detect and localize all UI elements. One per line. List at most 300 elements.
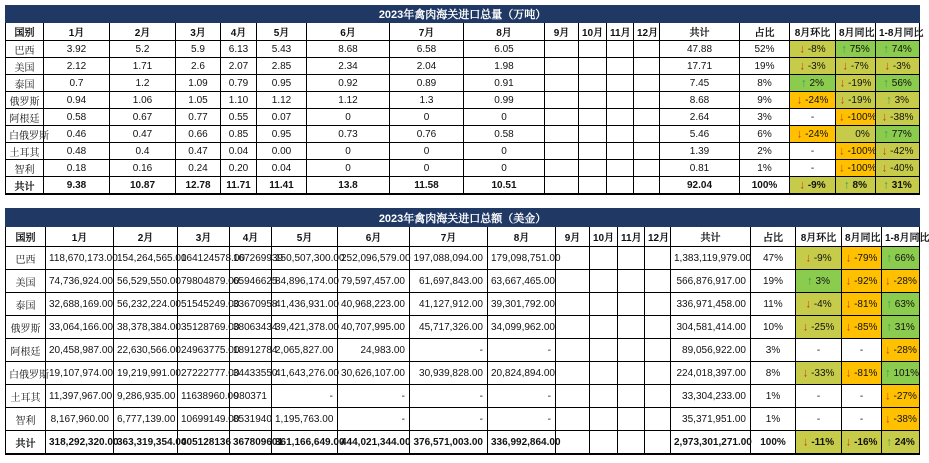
month-value-cell[interactable]: 0.07 [257, 109, 307, 126]
country-cell[interactable]: 美国 [6, 58, 44, 75]
month-value-cell[interactable]: - [338, 408, 410, 431]
month-value-cell[interactable] [579, 160, 607, 177]
month-value-cell[interactable]: 0.48 [44, 143, 110, 160]
month-value-cell[interactable]: 1.98 [464, 58, 545, 75]
month-value-cell[interactable]: 1.09 [176, 75, 221, 92]
month-value-cell[interactable] [545, 126, 579, 143]
month-value-cell[interactable] [556, 385, 590, 408]
month-value-cell[interactable]: 2.34 [307, 58, 390, 75]
country-cell[interactable]: 土耳其 [6, 143, 44, 160]
country-cell[interactable]: 美国 [6, 270, 46, 293]
month-value-cell[interactable] [607, 41, 634, 58]
ytd-comparison-cell[interactable] [876, 126, 920, 143]
month-value-cell[interactable]: 0.4 [110, 143, 176, 160]
month-value-cell[interactable]: 84,896,174.00 [272, 270, 338, 293]
month-value-cell[interactable] [618, 385, 645, 408]
total-value-cell[interactable]: 336,971,458.00 [671, 293, 751, 316]
month-value-cell[interactable]: 27222777.00 [178, 362, 230, 385]
month-value-cell[interactable] [618, 431, 645, 455]
mom-comparison-cell[interactable] [796, 431, 842, 455]
month-value-cell[interactable] [634, 126, 660, 143]
mom-comparison-cell[interactable] [796, 270, 842, 293]
month-value-cell[interactable]: 0.00 [257, 143, 307, 160]
month-value-cell[interactable]: 197,088,094.00 [410, 247, 488, 270]
yoy-comparison-cell[interactable] [836, 92, 876, 109]
month-value-cell[interactable] [618, 362, 645, 385]
month-value-cell[interactable] [590, 339, 618, 362]
total-value-cell[interactable]: 2.64 [660, 109, 740, 126]
country-cell[interactable]: 阿根廷 [6, 339, 46, 362]
yoy-comparison-cell[interactable] [836, 177, 876, 195]
month-value-cell[interactable]: 11638960.00 [178, 385, 230, 408]
share-cell[interactable]: 1% [751, 385, 796, 408]
month-value-cell[interactable]: 0.85 [221, 126, 257, 143]
month-value-cell[interactable]: 38063434 [230, 316, 272, 339]
mom-comparison-cell[interactable] [790, 92, 836, 109]
total-value-cell[interactable]: 33,304,233.00 [671, 385, 751, 408]
month-value-cell[interactable]: 2.07 [221, 58, 257, 75]
ytd-comparison-cell[interactable] [882, 385, 920, 408]
month-value-cell[interactable]: 65946625 [230, 270, 272, 293]
month-value-cell[interactable]: 0.79 [221, 75, 257, 92]
month-value-cell[interactable]: 2.85 [257, 58, 307, 75]
month-value-cell[interactable]: 11.41 [257, 177, 307, 195]
yoy-comparison-cell[interactable] [836, 126, 876, 143]
country-cell[interactable]: 泰国 [6, 75, 44, 92]
month-value-cell[interactable] [607, 92, 634, 109]
month-value-cell[interactable]: 0.89 [390, 75, 464, 92]
ytd-comparison-cell[interactable] [882, 316, 920, 339]
yoy-comparison-cell[interactable] [842, 316, 882, 339]
month-value-cell[interactable]: 1.12 [257, 92, 307, 109]
share-cell[interactable]: 1% [740, 160, 790, 177]
month-value-cell[interactable] [579, 126, 607, 143]
month-value-cell[interactable]: 79804879.00 [178, 270, 230, 293]
month-value-cell[interactable] [545, 177, 579, 195]
share-cell[interactable]: 3% [751, 339, 796, 362]
total-value-cell[interactable]: 304,581,414.00 [671, 316, 751, 339]
ytd-comparison-cell[interactable] [876, 143, 920, 160]
month-value-cell[interactable] [645, 408, 671, 431]
share-cell[interactable]: 19% [740, 58, 790, 75]
month-value-cell[interactable] [590, 362, 618, 385]
month-value-cell[interactable] [590, 247, 618, 270]
month-value-cell[interactable]: 405128136 [178, 431, 230, 455]
month-value-cell[interactable] [634, 41, 660, 58]
month-value-cell[interactable]: 252,096,579.00 [338, 247, 410, 270]
month-value-cell[interactable] [545, 92, 579, 109]
month-value-cell[interactable]: 0 [307, 160, 390, 177]
month-value-cell[interactable]: 164124578.00 [178, 247, 230, 270]
share-cell[interactable]: 8% [751, 362, 796, 385]
month-value-cell[interactable] [556, 339, 590, 362]
share-cell[interactable]: 19% [751, 270, 796, 293]
mom-comparison-cell[interactable] [790, 109, 836, 126]
share-cell[interactable]: 47% [751, 247, 796, 270]
month-value-cell[interactable] [618, 247, 645, 270]
country-cell[interactable]: 智利 [6, 160, 44, 177]
month-value-cell[interactable]: 0.66 [176, 126, 221, 143]
month-value-cell[interactable]: 5.9 [176, 41, 221, 58]
country-cell[interactable]: 泰国 [6, 293, 46, 316]
month-value-cell[interactable] [579, 109, 607, 126]
month-value-cell[interactable]: 12.78 [176, 177, 221, 195]
month-value-cell[interactable]: 0.94 [44, 92, 110, 109]
month-value-cell[interactable]: 56,232,224.00 [114, 293, 178, 316]
month-value-cell[interactable] [590, 293, 618, 316]
month-value-cell[interactable]: 34,099,962.00 [488, 316, 556, 339]
month-value-cell[interactable] [618, 293, 645, 316]
yoy-comparison-cell[interactable] [842, 247, 882, 270]
share-cell[interactable]: 52% [740, 41, 790, 58]
country-cell[interactable]: 巴西 [6, 41, 44, 58]
country-cell[interactable]: 共计 [6, 431, 46, 455]
month-value-cell[interactable]: 38,378,384.00 [114, 316, 178, 339]
month-value-cell[interactable]: 361,166,649.00 [272, 431, 338, 455]
yoy-comparison-cell[interactable] [842, 362, 882, 385]
month-value-cell[interactable]: 179,098,751.00 [488, 247, 556, 270]
month-value-cell[interactable]: 0.58 [44, 109, 110, 126]
total-value-cell[interactable]: 35,371,951.00 [671, 408, 751, 431]
month-value-cell[interactable]: 5.2 [110, 41, 176, 58]
month-value-cell[interactable]: 10.87 [110, 177, 176, 195]
total-value-cell[interactable]: 89,056,922.00 [671, 339, 751, 362]
month-value-cell[interactable] [634, 143, 660, 160]
share-cell[interactable]: 8% [740, 75, 790, 92]
month-value-cell[interactable] [645, 385, 671, 408]
month-value-cell[interactable]: - [410, 408, 488, 431]
month-value-cell[interactable]: 56,529,550.00 [114, 270, 178, 293]
month-value-cell[interactable]: 19,107,974.00 [46, 362, 114, 385]
month-value-cell[interactable]: 0.95 [257, 126, 307, 143]
month-value-cell[interactable]: 45,717,326.00 [410, 316, 488, 339]
yoy-comparison-cell[interactable] [836, 41, 876, 58]
month-value-cell[interactable] [645, 431, 671, 455]
share-cell[interactable]: 6% [740, 126, 790, 143]
month-value-cell[interactable]: 40,968,223.00 [338, 293, 410, 316]
month-value-cell[interactable]: 0.47 [176, 143, 221, 160]
month-value-cell[interactable] [618, 339, 645, 362]
month-value-cell[interactable]: 1.3 [390, 92, 464, 109]
month-value-cell[interactable]: 1.06 [110, 92, 176, 109]
month-value-cell[interactable]: 41,643,276.00 [272, 362, 338, 385]
mom-comparison-cell[interactable] [796, 339, 842, 362]
total-value-cell[interactable]: 224,018,397.00 [671, 362, 751, 385]
month-value-cell[interactable] [634, 92, 660, 109]
month-value-cell[interactable]: - [488, 408, 556, 431]
month-value-cell[interactable]: 74,736,924.00 [46, 270, 114, 293]
country-cell[interactable]: 土耳其 [6, 385, 46, 408]
month-value-cell[interactable] [545, 75, 579, 92]
month-value-cell[interactable]: 39,301,792.00 [488, 293, 556, 316]
month-value-cell[interactable] [607, 143, 634, 160]
month-value-cell[interactable]: 22,630,566.00 [114, 339, 178, 362]
country-cell[interactable]: 白俄罗斯 [6, 126, 44, 143]
month-value-cell[interactable]: 5.43 [257, 41, 307, 58]
ytd-comparison-cell[interactable] [882, 339, 920, 362]
month-value-cell[interactable]: - [488, 385, 556, 408]
month-value-cell[interactable]: 0.58 [464, 126, 545, 143]
mom-comparison-cell[interactable] [790, 160, 836, 177]
month-value-cell[interactable]: - [338, 385, 410, 408]
month-value-cell[interactable]: 24,983.00 [338, 339, 410, 362]
month-value-cell[interactable]: 11.58 [390, 177, 464, 195]
month-value-cell[interactable]: 367809601 [230, 431, 272, 455]
month-value-cell[interactable]: 0 [390, 143, 464, 160]
share-cell[interactable]: 10% [751, 316, 796, 339]
country-cell[interactable]: 俄罗斯 [6, 92, 44, 109]
month-value-cell[interactable] [556, 270, 590, 293]
yoy-comparison-cell[interactable] [842, 293, 882, 316]
month-value-cell[interactable]: 8531940 [230, 408, 272, 431]
share-cell[interactable]: 2% [740, 143, 790, 160]
ytd-comparison-cell[interactable] [876, 177, 920, 195]
month-value-cell[interactable]: - [410, 385, 488, 408]
month-value-cell[interactable] [618, 270, 645, 293]
month-value-cell[interactable]: 33,064,166.00 [46, 316, 114, 339]
share-cell[interactable]: 11% [751, 293, 796, 316]
month-value-cell[interactable] [645, 362, 671, 385]
month-value-cell[interactable]: 41,127,912.00 [410, 293, 488, 316]
month-value-cell[interactable] [579, 92, 607, 109]
yoy-comparison-cell[interactable] [842, 339, 882, 362]
ytd-comparison-cell[interactable] [882, 431, 920, 455]
month-value-cell[interactable] [645, 316, 671, 339]
month-value-cell[interactable]: 2.12 [44, 58, 110, 75]
month-value-cell[interactable]: 63,667,465.00 [488, 270, 556, 293]
month-value-cell[interactable]: 19,219,991.00 [114, 362, 178, 385]
month-value-cell[interactable]: 0.92 [307, 75, 390, 92]
total-value-cell[interactable]: 1,383,119,979.00 [671, 247, 751, 270]
month-value-cell[interactable] [545, 160, 579, 177]
month-value-cell[interactable]: 30,626,107.00 [338, 362, 410, 385]
month-value-cell[interactable] [618, 316, 645, 339]
month-value-cell[interactable]: 11,397,967.00 [46, 385, 114, 408]
month-value-cell[interactable] [607, 58, 634, 75]
month-value-cell[interactable]: 30,939,828.00 [410, 362, 488, 385]
month-value-cell[interactable]: 1.2 [110, 75, 176, 92]
month-value-cell[interactable]: 0 [307, 109, 390, 126]
month-value-cell[interactable]: 6,777,139.00 [114, 408, 178, 431]
month-value-cell[interactable]: 0 [464, 160, 545, 177]
month-value-cell[interactable]: 3.92 [44, 41, 110, 58]
month-value-cell[interactable] [590, 408, 618, 431]
month-value-cell[interactable]: 40,707,995.00 [338, 316, 410, 339]
month-value-cell[interactable]: 33670958 [230, 293, 272, 316]
month-value-cell[interactable]: 13.8 [307, 177, 390, 195]
month-value-cell[interactable]: 1.12 [307, 92, 390, 109]
month-value-cell[interactable]: 980371 [230, 385, 272, 408]
month-value-cell[interactable]: - [410, 339, 488, 362]
month-value-cell[interactable]: 154,264,565.00 [114, 247, 178, 270]
month-value-cell[interactable]: 79,597,457.00 [338, 270, 410, 293]
month-value-cell[interactable] [645, 270, 671, 293]
mom-comparison-cell[interactable] [796, 293, 842, 316]
month-value-cell[interactable]: 39,421,378.00 [272, 316, 338, 339]
month-value-cell[interactable]: 2,065,827.00 [272, 339, 338, 362]
total-value-cell[interactable]: 7.45 [660, 75, 740, 92]
ytd-comparison-cell[interactable] [882, 408, 920, 431]
month-value-cell[interactable]: 6.58 [390, 41, 464, 58]
month-value-cell[interactable]: 10699149.00 [178, 408, 230, 431]
yoy-comparison-cell[interactable] [836, 143, 876, 160]
month-value-cell[interactable]: 51545249.00 [178, 293, 230, 316]
month-value-cell[interactable]: 0.67 [110, 109, 176, 126]
month-value-cell[interactable]: 9,286,935.00 [114, 385, 178, 408]
total-value-cell[interactable]: 2,973,301,271.00 [671, 431, 751, 455]
month-value-cell[interactable] [618, 408, 645, 431]
month-value-cell[interactable] [607, 75, 634, 92]
month-value-cell[interactable]: 1,195,763.00 [272, 408, 338, 431]
ytd-comparison-cell[interactable] [876, 58, 920, 75]
month-value-cell[interactable]: 0.99 [464, 92, 545, 109]
yoy-comparison-cell[interactable] [842, 431, 882, 455]
month-value-cell[interactable] [545, 109, 579, 126]
yoy-comparison-cell[interactable] [842, 408, 882, 431]
month-value-cell[interactable] [607, 126, 634, 143]
month-value-cell[interactable] [645, 339, 671, 362]
mom-comparison-cell[interactable] [790, 75, 836, 92]
mom-comparison-cell[interactable] [790, 177, 836, 195]
month-value-cell[interactable] [579, 58, 607, 75]
mom-comparison-cell[interactable] [796, 408, 842, 431]
share-cell[interactable]: 100% [751, 431, 796, 455]
month-value-cell[interactable]: 150,507,300.00 [272, 247, 338, 270]
month-value-cell[interactable]: 8,167,960.00 [46, 408, 114, 431]
mom-comparison-cell[interactable] [796, 362, 842, 385]
month-value-cell[interactable]: 0.7 [44, 75, 110, 92]
month-value-cell[interactable] [634, 177, 660, 195]
mom-comparison-cell[interactable] [790, 126, 836, 143]
month-value-cell[interactable]: 18912784 [230, 339, 272, 362]
month-value-cell[interactable]: 1.71 [110, 58, 176, 75]
month-value-cell[interactable] [590, 270, 618, 293]
ytd-comparison-cell[interactable] [882, 247, 920, 270]
month-value-cell[interactable] [590, 385, 618, 408]
country-cell[interactable]: 阿根廷 [6, 109, 44, 126]
month-value-cell[interactable]: 0.46 [44, 126, 110, 143]
month-value-cell[interactable]: 9.38 [44, 177, 110, 195]
yoy-comparison-cell[interactable] [836, 75, 876, 92]
month-value-cell[interactable]: 6.05 [464, 41, 545, 58]
month-value-cell[interactable] [590, 316, 618, 339]
mom-comparison-cell[interactable] [790, 58, 836, 75]
month-value-cell[interactable]: 8.68 [307, 41, 390, 58]
month-value-cell[interactable]: 0.04 [221, 143, 257, 160]
month-value-cell[interactable]: 118,670,173.00 [46, 247, 114, 270]
country-cell[interactable]: 俄罗斯 [6, 316, 46, 339]
share-cell[interactable]: 3% [740, 109, 790, 126]
month-value-cell[interactable]: 35128769.00 [178, 316, 230, 339]
yoy-comparison-cell[interactable] [842, 270, 882, 293]
month-value-cell[interactable]: 363,319,354.00 [114, 431, 178, 455]
mom-comparison-cell[interactable] [790, 41, 836, 58]
ytd-comparison-cell[interactable] [876, 75, 920, 92]
ytd-comparison-cell[interactable] [882, 270, 920, 293]
month-value-cell[interactable]: 41,436,931.00 [272, 293, 338, 316]
month-value-cell[interactable]: 167269939 [230, 247, 272, 270]
month-value-cell[interactable] [556, 293, 590, 316]
month-value-cell[interactable]: 20,458,987.00 [46, 339, 114, 362]
country-cell[interactable]: 智利 [6, 408, 46, 431]
month-value-cell[interactable]: 0.20 [221, 160, 257, 177]
ytd-comparison-cell[interactable] [882, 362, 920, 385]
month-value-cell[interactable] [607, 177, 634, 195]
month-value-cell[interactable]: 318,292,320.00 [46, 431, 114, 455]
yoy-comparison-cell[interactable] [842, 385, 882, 408]
yoy-comparison-cell[interactable] [836, 109, 876, 126]
month-value-cell[interactable]: 2.04 [390, 58, 464, 75]
yoy-comparison-cell[interactable] [836, 58, 876, 75]
month-value-cell[interactable] [634, 109, 660, 126]
month-value-cell[interactable] [579, 143, 607, 160]
month-value-cell[interactable]: 34433550 [230, 362, 272, 385]
share-cell[interactable]: 1% [751, 408, 796, 431]
country-cell[interactable]: 白俄罗斯 [6, 362, 46, 385]
mom-comparison-cell[interactable] [796, 247, 842, 270]
month-value-cell[interactable] [545, 58, 579, 75]
month-value-cell[interactable]: 20,824,894.00 [488, 362, 556, 385]
month-value-cell[interactable]: 0.24 [176, 160, 221, 177]
share-cell[interactable]: 9% [740, 92, 790, 109]
month-value-cell[interactable] [545, 143, 579, 160]
month-value-cell[interactable]: 336,992,864.00 [488, 431, 556, 455]
month-value-cell[interactable]: 10.51 [464, 177, 545, 195]
month-value-cell[interactable] [590, 431, 618, 455]
month-value-cell[interactable]: 0.18 [44, 160, 110, 177]
month-value-cell[interactable] [579, 75, 607, 92]
month-value-cell[interactable]: 0.04 [257, 160, 307, 177]
total-value-cell[interactable]: 17.71 [660, 58, 740, 75]
month-value-cell[interactable]: 0.91 [464, 75, 545, 92]
country-cell[interactable]: 共计 [6, 177, 44, 195]
month-value-cell[interactable]: 1.10 [221, 92, 257, 109]
month-value-cell[interactable]: 444,021,344.00 [338, 431, 410, 455]
month-value-cell[interactable] [607, 109, 634, 126]
ytd-comparison-cell[interactable] [882, 293, 920, 316]
month-value-cell[interactable]: 24963775.00 [178, 339, 230, 362]
month-value-cell[interactable]: 1.05 [176, 92, 221, 109]
month-value-cell[interactable] [645, 293, 671, 316]
month-value-cell[interactable] [556, 316, 590, 339]
month-value-cell[interactable] [579, 177, 607, 195]
total-value-cell[interactable]: 47.88 [660, 41, 740, 58]
ytd-comparison-cell[interactable] [876, 92, 920, 109]
month-value-cell[interactable]: - [272, 385, 338, 408]
mom-comparison-cell[interactable] [790, 143, 836, 160]
ytd-comparison-cell[interactable] [876, 109, 920, 126]
month-value-cell[interactable]: 0.73 [307, 126, 390, 143]
month-value-cell[interactable] [634, 75, 660, 92]
month-value-cell[interactable]: 0 [390, 109, 464, 126]
mom-comparison-cell[interactable] [796, 385, 842, 408]
month-value-cell[interactable]: 6.13 [221, 41, 257, 58]
month-value-cell[interactable]: 0 [307, 143, 390, 160]
month-value-cell[interactable] [545, 41, 579, 58]
month-value-cell[interactable] [556, 408, 590, 431]
country-cell[interactable]: 巴西 [6, 247, 46, 270]
month-value-cell[interactable]: 0.77 [176, 109, 221, 126]
total-value-cell[interactable]: 92.04 [660, 177, 740, 195]
ytd-comparison-cell[interactable] [876, 41, 920, 58]
month-value-cell[interactable] [645, 247, 671, 270]
total-value-cell[interactable]: 8.68 [660, 92, 740, 109]
month-value-cell[interactable]: 0.95 [257, 75, 307, 92]
total-value-cell[interactable]: 5.46 [660, 126, 740, 143]
month-value-cell[interactable] [634, 160, 660, 177]
month-value-cell[interactable]: 376,571,003.00 [410, 431, 488, 455]
month-value-cell[interactable] [634, 58, 660, 75]
